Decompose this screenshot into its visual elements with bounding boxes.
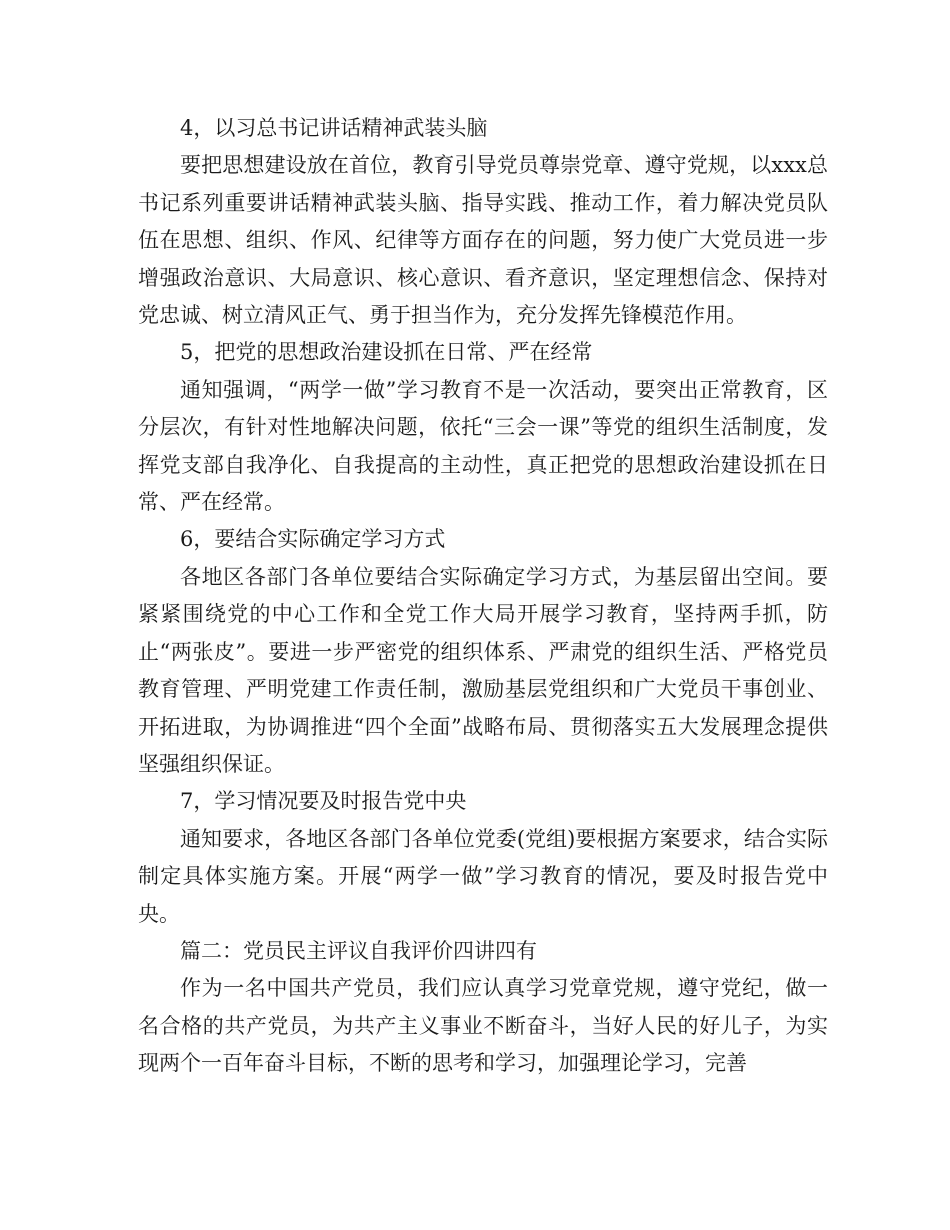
heading-item-7: 7，学习情况要及时报告党中央 [180, 789, 467, 814]
document-body [138, 110, 828, 1083]
body-paragraph: 通知强调，“两学一做”学习教育不是一次活动，要突出正常教育，区分层次，有针对性地解决问题，依托“三会一课”等党的组织生活制度，发挥党支部自我净化、自我提高的主动性，真正把党的思想政治建设抓在日常、严在经常。 [138, 377, 828, 515]
body-paragraph: 作为一名中国共产党员，我们应认真学习党章党规，遵守党纪，做一名合格的共产党员，为共产主义事业不断奋斗，当好人民的好儿子，为实现两个一百年奋斗目标，不断的思考和学习，加强理论学习，完善 [138, 976, 828, 1076]
body-paragraph: 通知要求，各地区各部门各单位党委(党组)要根据方案要求，结合实际制定具体实施方案。开展“两学一做”学习教育的情况，要及时报告党中央。 [138, 826, 828, 926]
body-paragraph: 要把思想建设放在首位，教育引导党员尊崇党章、遵守党规，以xxx总书记系列重要讲话精神武装头脑、指导实践、推动工作，着力解决党员队伍在思想、组织、作风、纪律等方面存在的问题，努力使广大党员进一步增强政治意识、大局意识、核心意识、看齐意识，坚定理想信念、保持对党忠诚、树立清风正气、勇于担当作为，充分发挥先锋模范作用。 [138, 153, 828, 328]
heading-item-5: 5，把党的思想政治建设抓在日常、严在经常 [180, 340, 593, 365]
heading-item-4: 4，以习总书记讲话精神武装头脑 [180, 116, 488, 140]
body-paragraph: 各地区各部门各单位要结合实际确定学习方式，为基层留出空间。要紧紧围绕党的中心工作和全党工作大局开展学习教育，坚持两手抓，防止“两张皮”。要进一步严密党的组织体系、严肃党的组织生活、严格党员教育管理、严明党建工作责任制，激励基层党组织和广大党员干事创业、开拓进取，为协调推进“四个全面”战略布局、贯彻落实五大发展理念提供坚强组织保证。 [138, 564, 828, 776]
section-title: 篇二：党员民主评议自我评价四讲四有 [180, 938, 537, 963]
heading-item-6: 6，要结合实际确定学习方式 [180, 527, 446, 552]
